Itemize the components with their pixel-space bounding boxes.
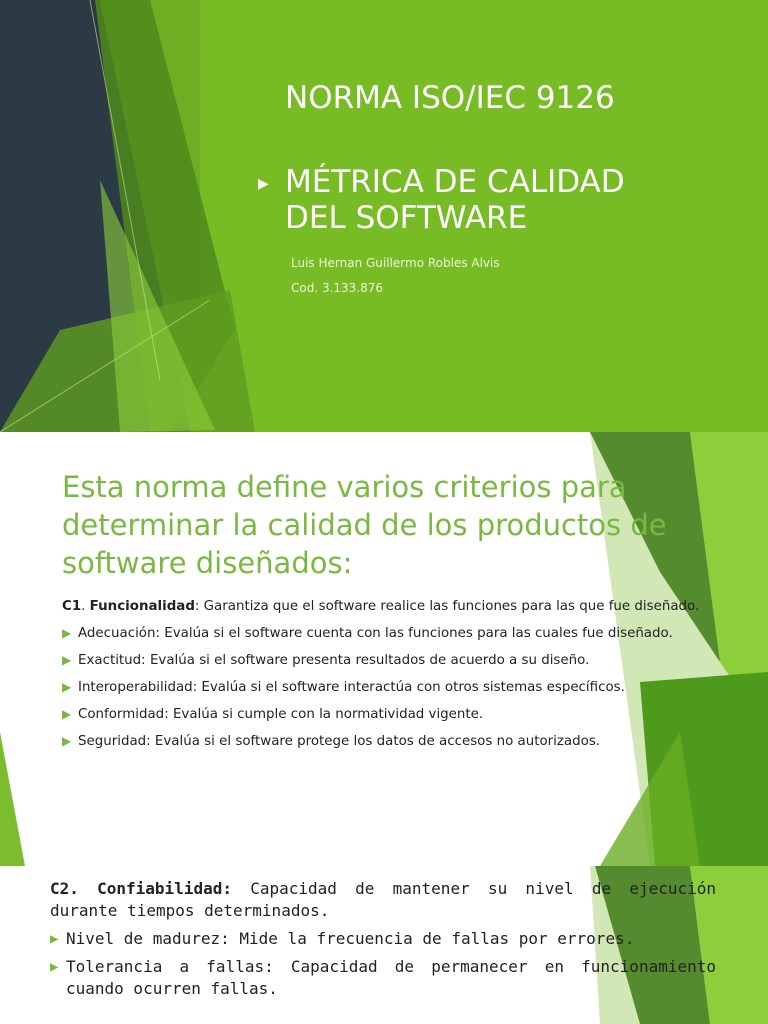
c1-name: Funcionalidad (89, 599, 195, 614)
title-line-1: NORMA ISO/IEC 9126 (285, 80, 615, 116)
item-name: Conformidad (78, 707, 165, 722)
list-item (50, 956, 716, 1000)
c2-paragraph (50, 878, 716, 922)
c1-paragraph (62, 596, 714, 617)
item-name: Interoperabilidad (78, 680, 193, 695)
c2-label: C2. Confiabilidad: (50, 879, 232, 898)
bullet-arrow-icon: ▶ (62, 707, 72, 721)
bullet-arrow-icon: ▶ (50, 959, 59, 975)
list-item (50, 928, 716, 950)
bullet-arrow-icon: ▶ (258, 176, 269, 192)
criteria-slide (0, 432, 768, 866)
list-item (62, 704, 714, 725)
reliability-slide (0, 866, 768, 1024)
list-item (62, 731, 714, 752)
slide-heading: Esta norma define varios criterios para determinar la calidad de los productos de software diseñados: (62, 470, 667, 580)
bullet-arrow-icon: ▶ (62, 680, 72, 694)
title-line-2: MÉTRICA DE CALIDAD (285, 164, 625, 200)
item-name: Seguridad (78, 734, 147, 749)
item-description: : Evalúa si cumple con la normatividad vigente. (164, 707, 484, 722)
c1-number: C1 (62, 599, 82, 614)
author-name: Luis Hernan Guillermo Robles Alvis (291, 256, 500, 270)
item-name: Adecuación (78, 626, 156, 641)
left-corner-facet (0, 732, 25, 866)
item-text: Tolerancia a fallas: Capacidad de permanecer en funcionamiento cuando ocurren fallas. (66, 957, 716, 998)
title-line-3: DEL SOFTWARE (285, 200, 528, 236)
author-code: Cod. 3.133.876 (291, 281, 384, 295)
c2-description: Capacidad de mantener su nivel de ejecución durante tiempos determinados. (50, 879, 717, 920)
list-item (62, 650, 714, 671)
c1-description: : Garantiza que el software realice las funciones para las que fue diseñado. (194, 599, 700, 614)
item-description: : Evalúa si el software cuenta con las funciones para las cuales fue diseñado. (155, 626, 673, 641)
item-description: : Evalúa si el software protege los datos de accesos no autorizados. (146, 734, 601, 749)
item-description: : Evalúa si el software presenta resultados de acuerdo a su diseño. (141, 653, 590, 668)
list-item (62, 677, 714, 698)
bullet-arrow-icon: ▶ (62, 653, 72, 667)
bullet-arrow-icon: ▶ (62, 626, 72, 640)
list-item (62, 623, 714, 644)
item-text: Nivel de madurez: Mide la frecuencia de fallas por errores. (66, 929, 635, 948)
criteria-body (62, 596, 714, 758)
item-name: Exactitud (78, 653, 142, 668)
item-description: : Evalúa si el software interactúa con otros sistemas específicos. (192, 680, 625, 695)
bullet-arrow-icon: ▶ (62, 734, 72, 748)
title-slide (0, 0, 768, 432)
reliability-body (50, 878, 716, 1006)
c1-separator: . (81, 599, 90, 614)
bullet-arrow-icon: ▶ (50, 931, 59, 947)
